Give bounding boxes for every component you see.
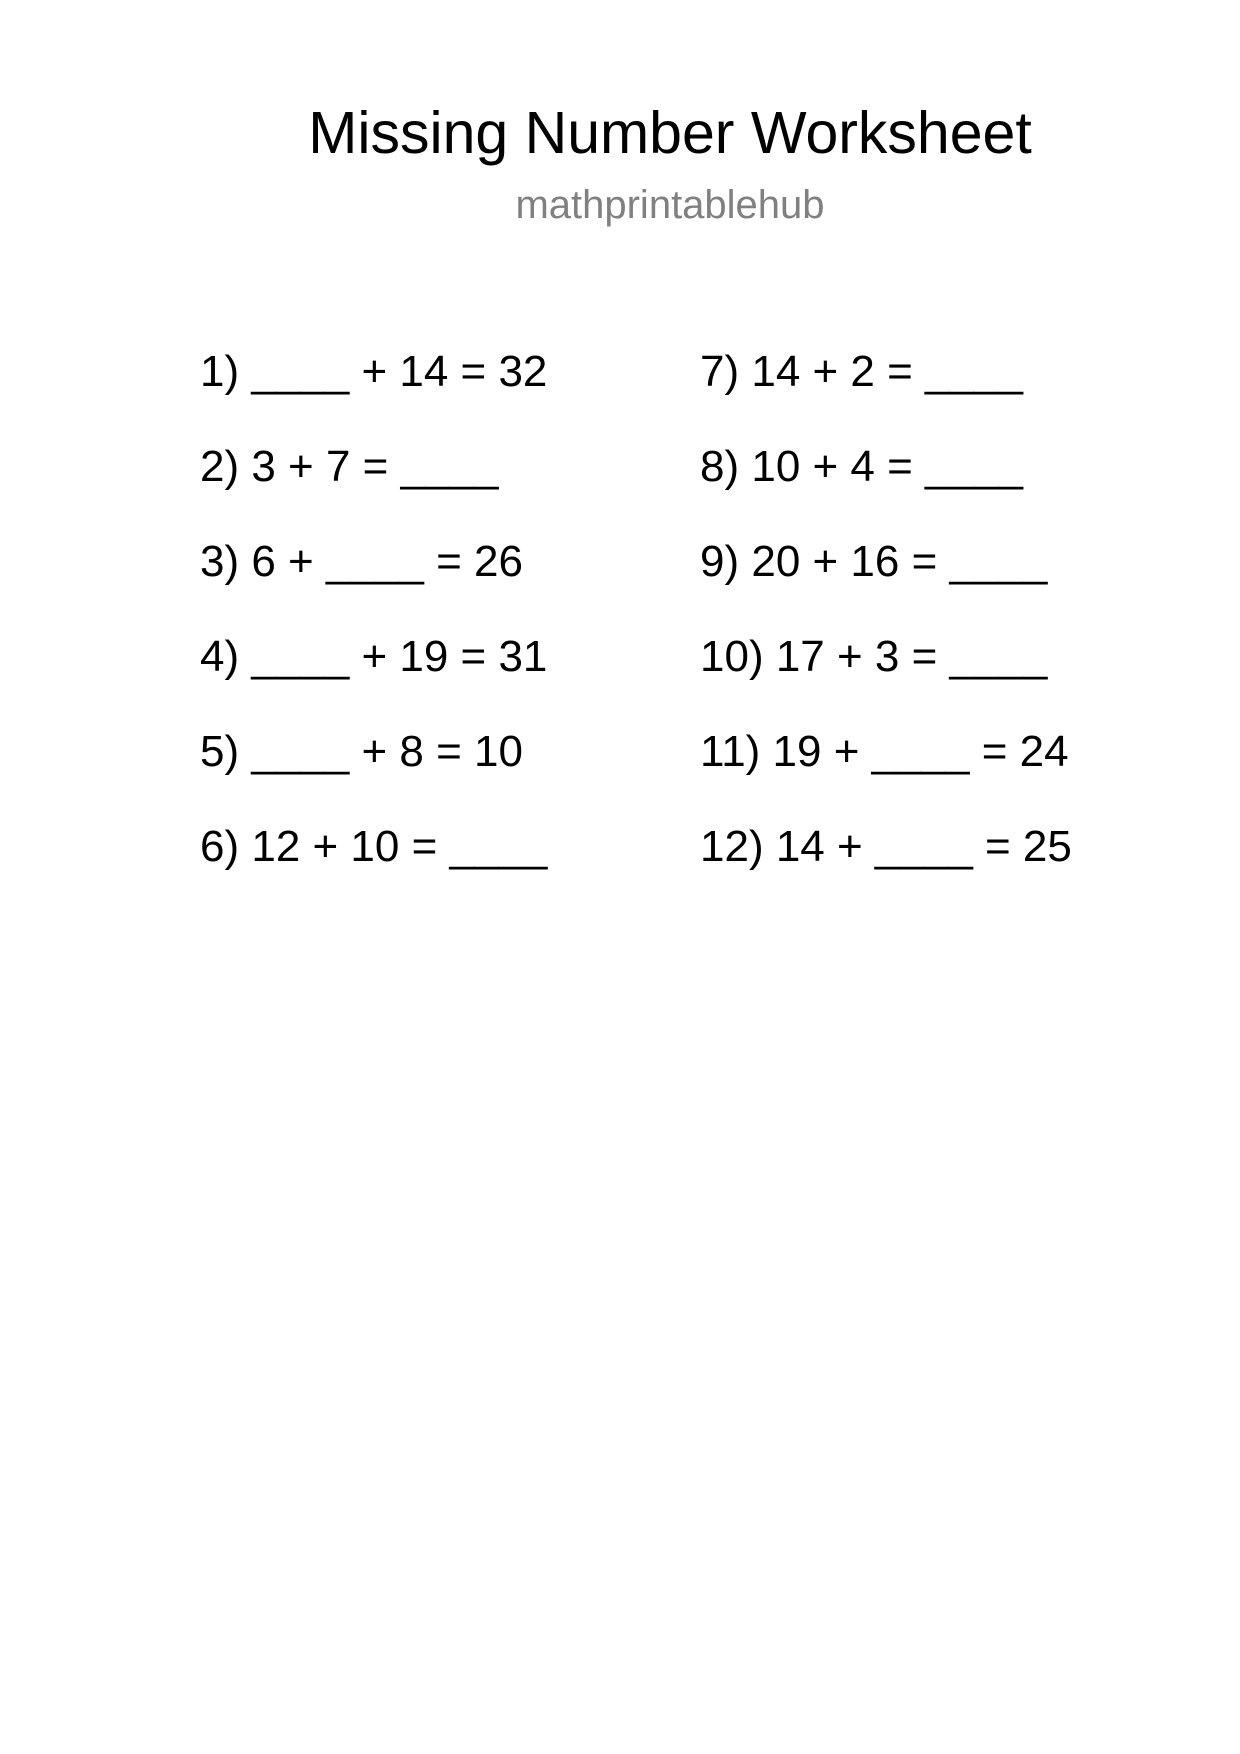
problem-3: 3) 6 + ____ = 26 [200, 537, 523, 586]
problem-1: 1) ____ + 14 = 32 [200, 347, 548, 396]
problem-5: 5) ____ + 8 = 10 [200, 727, 523, 776]
worksheet-subtitle: mathprintablehub [515, 183, 825, 227]
problem-6: 6) 12 + 10 = ____ [200, 822, 548, 871]
worksheet-title: Missing Number Worksheet [308, 100, 1032, 166]
problem-10: 10) 17 + 3 = ____ [700, 632, 1048, 681]
problem-list [200, 346, 1100, 926]
problem-4: 4) ____ + 19 = 31 [200, 632, 548, 681]
problem-11: 11) 19 + ____ = 24 [700, 727, 1069, 776]
problem-12: 12) 14 + ____ = 25 [700, 822, 1072, 871]
problem-9: 9) 20 + 16 = ____ [700, 537, 1048, 586]
problem-8: 8) 10 + 4 = ____ [700, 442, 1023, 491]
problem-7: 7) 14 + 2 = ____ [700, 347, 1023, 396]
problem-2: 2) 3 + 7 = ____ [200, 442, 499, 491]
